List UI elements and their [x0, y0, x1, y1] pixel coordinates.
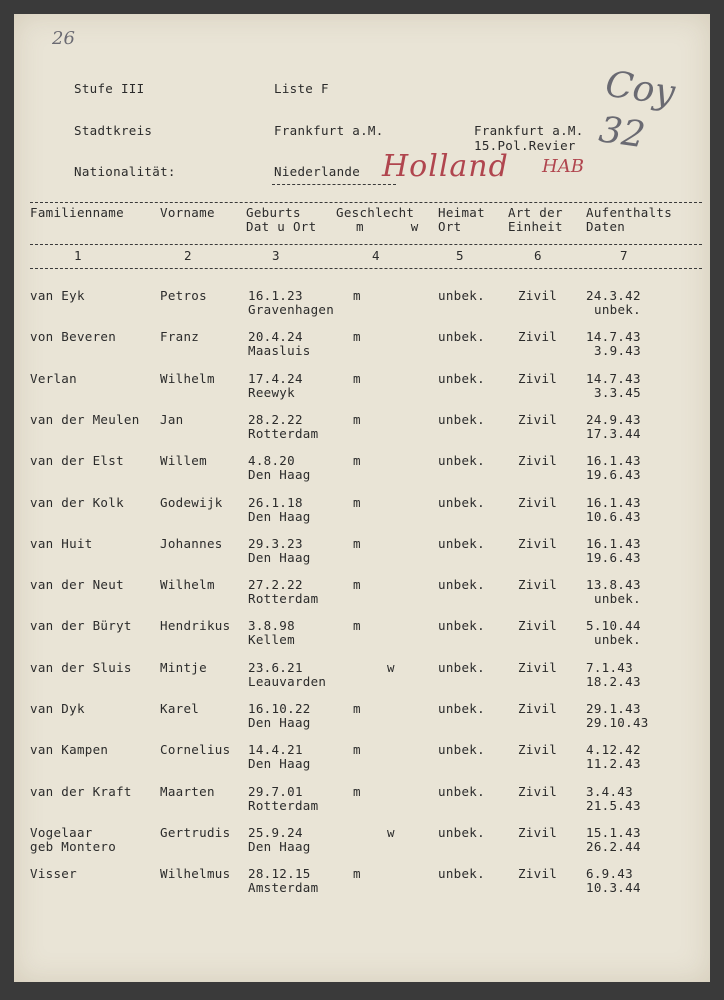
cell-geb-dat: 28.12.15	[248, 866, 311, 882]
cell-daten2: 3.3.45	[594, 384, 641, 400]
column-number-2: 2	[184, 248, 192, 263]
cell-m: m	[353, 370, 361, 386]
cell-einheit: Zivil	[518, 411, 558, 427]
cell-daten2: unbek.	[594, 591, 641, 607]
cell-einheit: Zivil	[518, 824, 558, 840]
stufe-label: Stufe III	[74, 81, 145, 96]
cell-m: m	[353, 453, 361, 469]
cell-einheit: Zivil	[518, 535, 558, 551]
nationalitaet-value: Niederlande	[274, 164, 361, 179]
cell-daten2: 10.3.44	[586, 880, 641, 896]
cell-geb-ort: Maasluis	[248, 343, 311, 359]
cell-vorname: Johannes	[160, 535, 223, 551]
cell-nachname: Vogelaar	[30, 824, 93, 840]
cell-heimat: unbek.	[438, 824, 485, 840]
cell-heimat: unbek.	[438, 288, 485, 303]
cell-vorname: Jan	[160, 411, 184, 427]
cell-heimat: unbek.	[438, 535, 485, 551]
cell-nachname: van Eyk	[30, 288, 85, 303]
cell-daten1: 4.12.42	[586, 742, 641, 758]
cell-nachname: van der Kraft	[30, 783, 132, 799]
cell-daten1: 16.1.43	[586, 453, 641, 469]
cell-daten1: 6.9.43	[586, 866, 633, 882]
numbers-rule	[30, 268, 702, 269]
cell-daten2: 17.3.44	[586, 425, 641, 441]
cell-daten1: 24.3.42	[586, 288, 641, 303]
cell-m: m	[353, 783, 361, 799]
cell-einheit: Zivil	[518, 494, 558, 510]
cell-daten1: 16.1.43	[586, 535, 641, 551]
cell-vorname: Hendrikus	[160, 618, 231, 634]
column-number-3: 3	[272, 248, 280, 263]
cell-daten1: 3.4.43	[586, 783, 633, 799]
cell-geb-dat: 27.2.22	[248, 577, 303, 593]
cell-daten2: 10.6.43	[586, 508, 641, 524]
cell-nachname: van der Sluis	[30, 659, 132, 675]
cell-geb-dat: 4.8.20	[248, 453, 295, 469]
column-header-1: Familienname	[30, 205, 124, 220]
cell-daten2: 3.9.43	[594, 343, 641, 359]
cell-m: m	[353, 701, 361, 716]
cell-m: m	[353, 288, 361, 303]
column-subheader-7: Daten	[586, 219, 626, 234]
cell-geb-ort: Rotterdam	[248, 797, 319, 813]
column-header-6: Art der	[508, 205, 563, 220]
cell-geb-dat: 26.1.18	[248, 494, 303, 510]
cell-vorname: Wilhelm	[160, 577, 215, 593]
cell-vorname: Godewijk	[160, 494, 223, 510]
cell-nachname: Visser	[30, 866, 77, 882]
cell-einheit: Zivil	[518, 701, 558, 716]
handwritten-right-mark: Coy 32	[596, 63, 689, 157]
cell-geb-dat: 29.3.23	[248, 535, 303, 551]
header-rule	[30, 244, 702, 245]
cell-geb-ort: Den Haag	[248, 715, 311, 730]
cell-m: m	[353, 618, 361, 634]
cell-vorname: Karel	[160, 701, 200, 716]
cell-nachname: van der Kolk	[30, 494, 124, 510]
cell-geb-ort: Den Haag	[248, 549, 311, 565]
revier-line2: 15.Pol.Revier	[474, 138, 576, 153]
cell-vorname: Willem	[160, 453, 207, 469]
cell-geb-ort: Den Haag	[248, 467, 311, 483]
cell-geb-dat: 20.4.24	[248, 329, 303, 345]
cell-vorname: Franz	[160, 329, 200, 345]
column-header-5: Heimat	[438, 205, 485, 220]
cell-heimat: unbek.	[438, 577, 485, 593]
cell-m: m	[353, 535, 361, 551]
cell-m: m	[353, 329, 361, 345]
cell-nachname: van Kampen	[30, 742, 109, 758]
cell-vorname: Cornelius	[160, 742, 231, 758]
column-subheader-3: Dat u Ort	[246, 219, 317, 234]
stadtkreis-label: Stadtkreis	[74, 123, 153, 138]
cell-geb-dat: 25.9.24	[248, 824, 303, 840]
cell-daten2: unbek.	[594, 302, 641, 317]
cell-daten2: 29.10.43	[586, 715, 649, 730]
cell-geb-dat: 3.8.98	[248, 618, 295, 634]
cell-daten1: 7.1.43	[586, 659, 633, 675]
cell-daten2: 19.6.43	[586, 467, 641, 483]
nationalitaet-underline	[272, 184, 396, 185]
column-header-3: Geburts	[246, 205, 301, 220]
cell-daten1: 15.1.43	[586, 824, 641, 840]
document-page	[14, 14, 710, 982]
cell-nachname: van Huit	[30, 535, 93, 551]
cell-einheit: Zivil	[518, 288, 558, 303]
cell-heimat: unbek.	[438, 494, 485, 510]
cell-einheit: Zivil	[518, 329, 558, 345]
cell-daten1: 16.1.43	[586, 494, 641, 510]
cell-heimat: unbek.	[438, 783, 485, 799]
cell-daten2: 18.2.43	[586, 673, 641, 689]
cell-geb-ort: Gravenhagen	[248, 302, 335, 317]
cell-einheit: Zivil	[518, 659, 558, 675]
cell-nachname2: geb Montero	[30, 838, 117, 854]
cell-heimat: unbek.	[438, 701, 485, 716]
cell-vorname: Mintje	[160, 659, 207, 675]
cell-daten2: unbek.	[594, 632, 641, 648]
cell-geb-ort: Kellem	[248, 632, 295, 648]
table-top-rule	[30, 202, 702, 203]
cell-geb-ort: Leauvarden	[248, 673, 327, 689]
cell-heimat: unbek.	[438, 618, 485, 634]
cell-geb-dat: 29.7.01	[248, 783, 303, 799]
cell-daten2: 19.6.43	[586, 549, 641, 565]
cell-heimat: unbek.	[438, 742, 485, 758]
column-header-2: Vorname	[160, 205, 215, 220]
liste-label: Liste F	[274, 81, 329, 96]
cell-geb-ort: Den Haag	[248, 508, 311, 524]
handwritten-holland: Holland	[382, 149, 509, 184]
cell-vorname: Gertrudis	[160, 824, 231, 840]
cell-heimat: unbek.	[438, 453, 485, 469]
cell-geb-dat: 23.6.21	[248, 659, 303, 675]
cell-m: m	[353, 742, 361, 758]
cell-m: m	[353, 494, 361, 510]
cell-daten1: 29.1.43	[586, 701, 641, 716]
cell-geb-ort: Rotterdam	[248, 425, 319, 441]
column-subheader-6: Einheit	[508, 219, 563, 234]
cell-geb-dat: 14.4.21	[248, 742, 303, 758]
column-header-4: Geschlecht	[336, 205, 415, 220]
cell-w: w	[387, 659, 395, 675]
cell-einheit: Zivil	[518, 618, 558, 634]
cell-vorname: Maarten	[160, 783, 215, 799]
cell-einheit: Zivil	[518, 577, 558, 593]
cell-nachname: van der Meulen	[30, 411, 140, 427]
nationalitaet-label: Nationalität:	[74, 164, 176, 179]
cell-geb-ort: Reewyk	[248, 384, 295, 400]
cell-geb-ort: Den Haag	[248, 756, 311, 772]
cell-m: m	[353, 577, 361, 593]
cell-daten1: 13.8.43	[586, 577, 641, 593]
cell-nachname: van Dyk	[30, 701, 85, 716]
cell-w: w	[387, 824, 395, 840]
cell-daten2: 21.5.43	[586, 797, 641, 813]
column-number-6: 6	[534, 248, 542, 263]
cell-geb-ort: Rotterdam	[248, 591, 319, 607]
column-number-1: 1	[74, 248, 82, 263]
cell-geb-dat: 28.2.22	[248, 411, 303, 427]
cell-geb-ort: Amsterdam	[248, 880, 319, 896]
column-number-7: 7	[620, 248, 628, 263]
cell-einheit: Zivil	[518, 453, 558, 469]
cell-geb-dat: 17.4.24	[248, 370, 303, 386]
revier-line1: Frankfurt a.M.	[474, 123, 584, 138]
cell-geb-ort: Den Haag	[248, 838, 311, 854]
cell-nachname: van der Elst	[30, 453, 124, 469]
cell-daten2: 26.2.44	[586, 838, 641, 854]
cell-daten1: 24.9.43	[586, 411, 641, 427]
cell-daten1: 14.7.43	[586, 370, 641, 386]
cell-heimat: unbek.	[438, 329, 485, 345]
cell-m: m	[353, 411, 361, 427]
stadtkreis-value: Frankfurt a.M.	[274, 123, 384, 138]
handwritten-red-mark: HAB	[542, 156, 584, 177]
column-header-7: Aufenthalts	[586, 205, 673, 220]
cell-geb-dat: 16.10.22	[248, 701, 311, 716]
cell-heimat: unbek.	[438, 370, 485, 386]
cell-vorname: Wilhelm	[160, 370, 215, 386]
column-subheader-5: Ort	[438, 219, 462, 234]
page-number: 26	[52, 28, 75, 49]
cell-daten1: 14.7.43	[586, 329, 641, 345]
cell-nachname: van der Neut	[30, 577, 124, 593]
cell-nachname: Verlan	[30, 370, 77, 386]
cell-einheit: Zivil	[518, 783, 558, 799]
cell-daten2: 11.2.43	[586, 756, 641, 772]
cell-nachname: van der Büryt	[30, 618, 132, 634]
cell-einheit: Zivil	[518, 742, 558, 758]
cell-vorname: Petros	[160, 288, 207, 303]
cell-m: m	[353, 866, 361, 882]
cell-heimat: unbek.	[438, 411, 485, 427]
cell-heimat: unbek.	[438, 866, 485, 882]
column-number-4: 4	[372, 248, 380, 263]
cell-einheit: Zivil	[518, 866, 558, 882]
cell-heimat: unbek.	[438, 659, 485, 675]
column-number-5: 5	[456, 248, 464, 263]
cell-daten1: 5.10.44	[586, 618, 641, 634]
cell-geb-dat: 16.1.23	[248, 288, 303, 303]
cell-nachname: von Beveren	[30, 329, 117, 345]
cell-vorname: Wilhelmus	[160, 866, 231, 882]
cell-einheit: Zivil	[518, 370, 558, 386]
column-subheader-4: m w	[356, 219, 419, 234]
